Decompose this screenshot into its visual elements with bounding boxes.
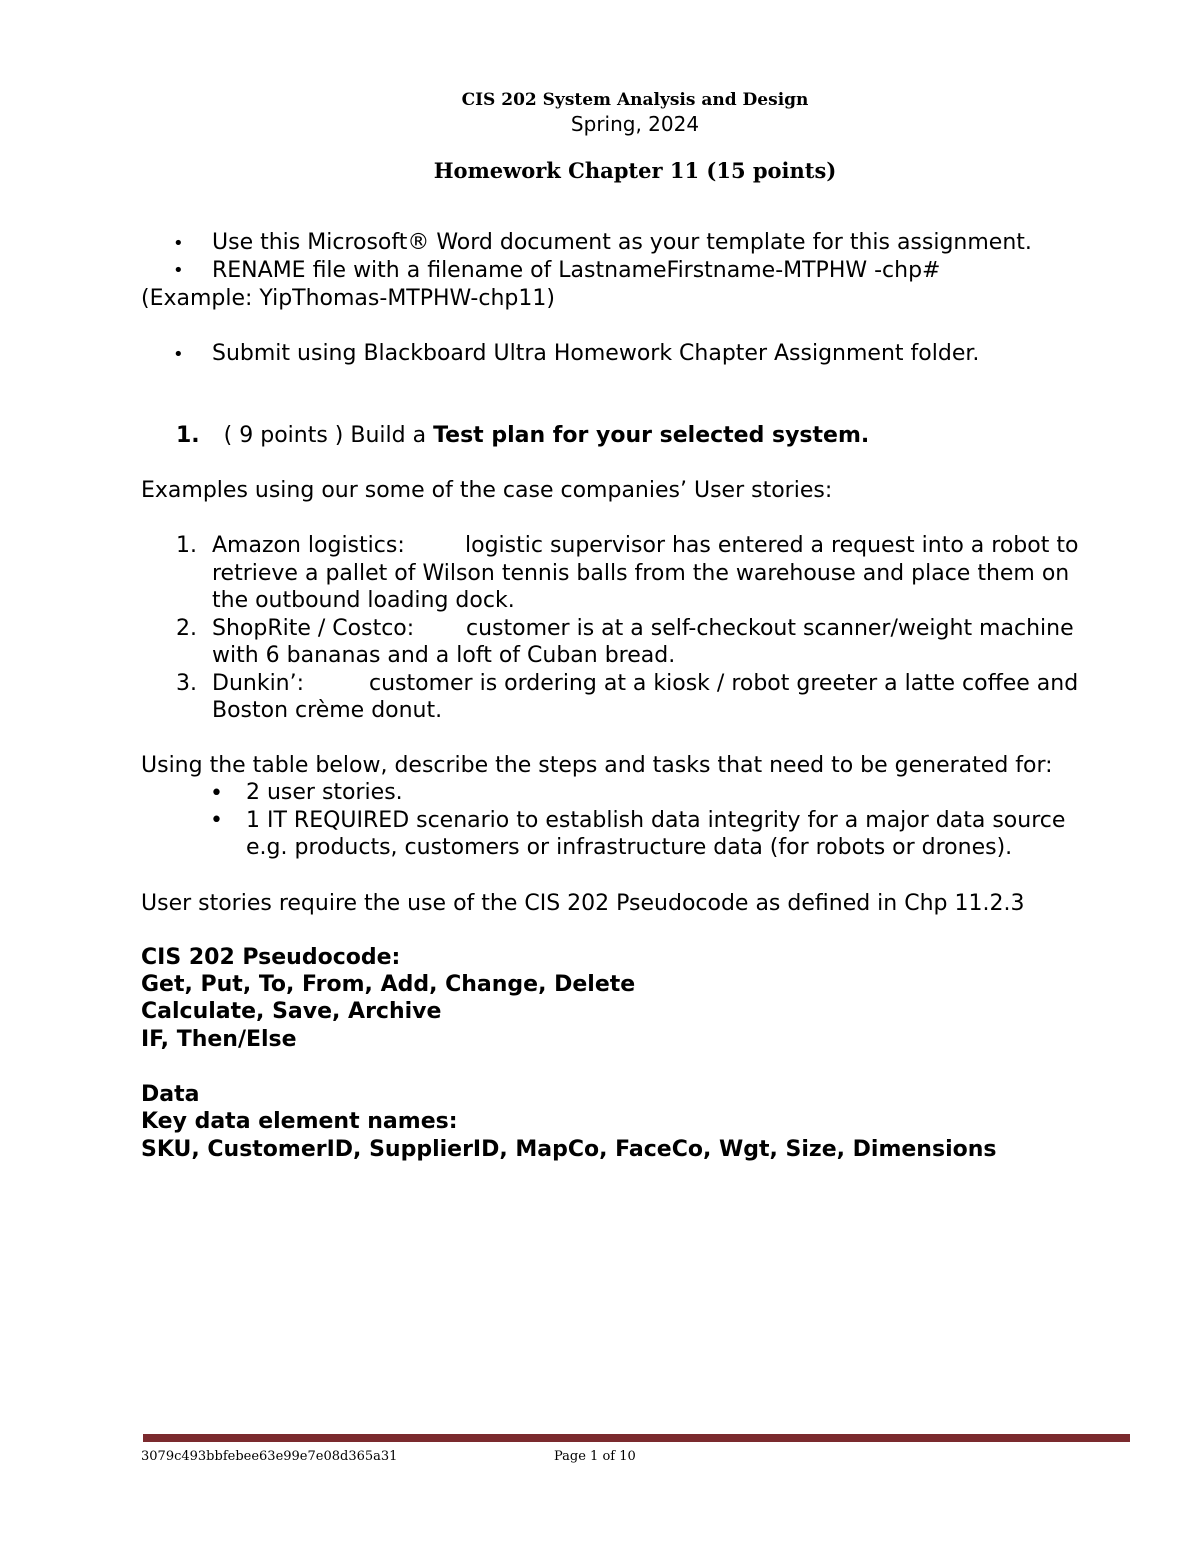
- table-item-it-scenario-cont: e.g. products, customers or infrastructure data (for robots or drones).: [246, 835, 1013, 860]
- footer-divider: [143, 1434, 1130, 1442]
- page-number: Page 1 of 10: [554, 1449, 636, 1464]
- question-prefix: ( 9 points ) Build a: [223, 423, 434, 448]
- data-elements: SKU, CustomerID, SupplierID, MapCo, FaceCo, Wgt, Size, Dimensions: [141, 1137, 997, 1162]
- examples-intro: Examples using our some of the case companies’ User stories:: [141, 478, 833, 503]
- example-line: customer is at a self-checkout scanner/weight machine: [466, 616, 1074, 641]
- pseudocode-heading: CIS 202 Pseudocode:: [141, 945, 401, 970]
- question-1: [176, 422, 869, 450]
- table-item-it-scenario: 1 IT REQUIRED scenario to establish data integrity for a major data source: [246, 808, 1066, 833]
- bullet-icon: •: [210, 781, 223, 806]
- table-item-user-stories: 2 user stories.: [246, 780, 403, 805]
- document-id: 3079c493bbfebee63e99e7e08d365a31: [141, 1449, 398, 1464]
- instruction-rename: RENAME file with a filename of LastnameFirstname-MTPHW -chp#: [212, 258, 941, 283]
- bullet-icon: •: [210, 808, 223, 833]
- example-line: retrieve a pallet of Wilson tennis balls from the warehouse and place them on: [212, 561, 1070, 586]
- data-heading: Data: [141, 1082, 200, 1107]
- pseudocode-line: IF, Then/Else: [141, 1027, 297, 1052]
- example-line: with 6 bananas and a loft of Cuban bread.: [212, 643, 676, 668]
- instruction-submit: Submit using Blackboard Ultra Homework Chapter Assignment folder.: [212, 341, 980, 366]
- bullet-icon: •: [173, 233, 184, 254]
- example-label: ShopRite / Costco:: [212, 616, 415, 641]
- data-subheading: Key data element names:: [141, 1109, 458, 1134]
- example-line: the outbound loading dock.: [212, 588, 515, 613]
- pseudocode-line: Calculate, Save, Archive: [141, 999, 442, 1024]
- bullet-icon: •: [173, 344, 184, 365]
- question-number: 1.: [176, 423, 200, 448]
- instruction-template: Use this Microsoft® Word document as your template for this assignment.: [212, 230, 1032, 255]
- bullet-icon: •: [173, 260, 184, 281]
- question-bold-text: Test plan for your selected system.: [433, 423, 870, 448]
- example-line: logistic supervisor has entered a request into a robot to: [465, 533, 1079, 558]
- example-line: Boston crème donut.: [212, 698, 443, 723]
- pseudocode-line: Get, Put, To, From, Add, Change, Delete: [141, 972, 636, 997]
- term-label: Spring, 2024: [570, 112, 700, 136]
- homework-title: Homework Chapter 11 (15 points): [433, 158, 837, 183]
- example-label: Amazon logistics:: [212, 533, 405, 558]
- instruction-example: (Example: YipThomas-MTPHW-chp11): [141, 286, 555, 311]
- course-title: CIS 202 System Analysis and Design: [461, 90, 809, 110]
- example-label: Dunkin’:: [212, 671, 305, 696]
- pseudocode-note: User stories require the use of the CIS 202 Pseudocode as defined in Chp 11.2.3: [141, 891, 1025, 916]
- example-line: customer is ordering at a kiosk / robot greeter a latte coffee and: [369, 671, 1079, 696]
- list-number: 1.: [176, 533, 197, 558]
- table-intro: Using the table below, describe the steps and tasks that need to be generated for:: [141, 753, 1053, 778]
- list-number: 2.: [176, 616, 197, 641]
- list-number: 3.: [176, 671, 197, 696]
